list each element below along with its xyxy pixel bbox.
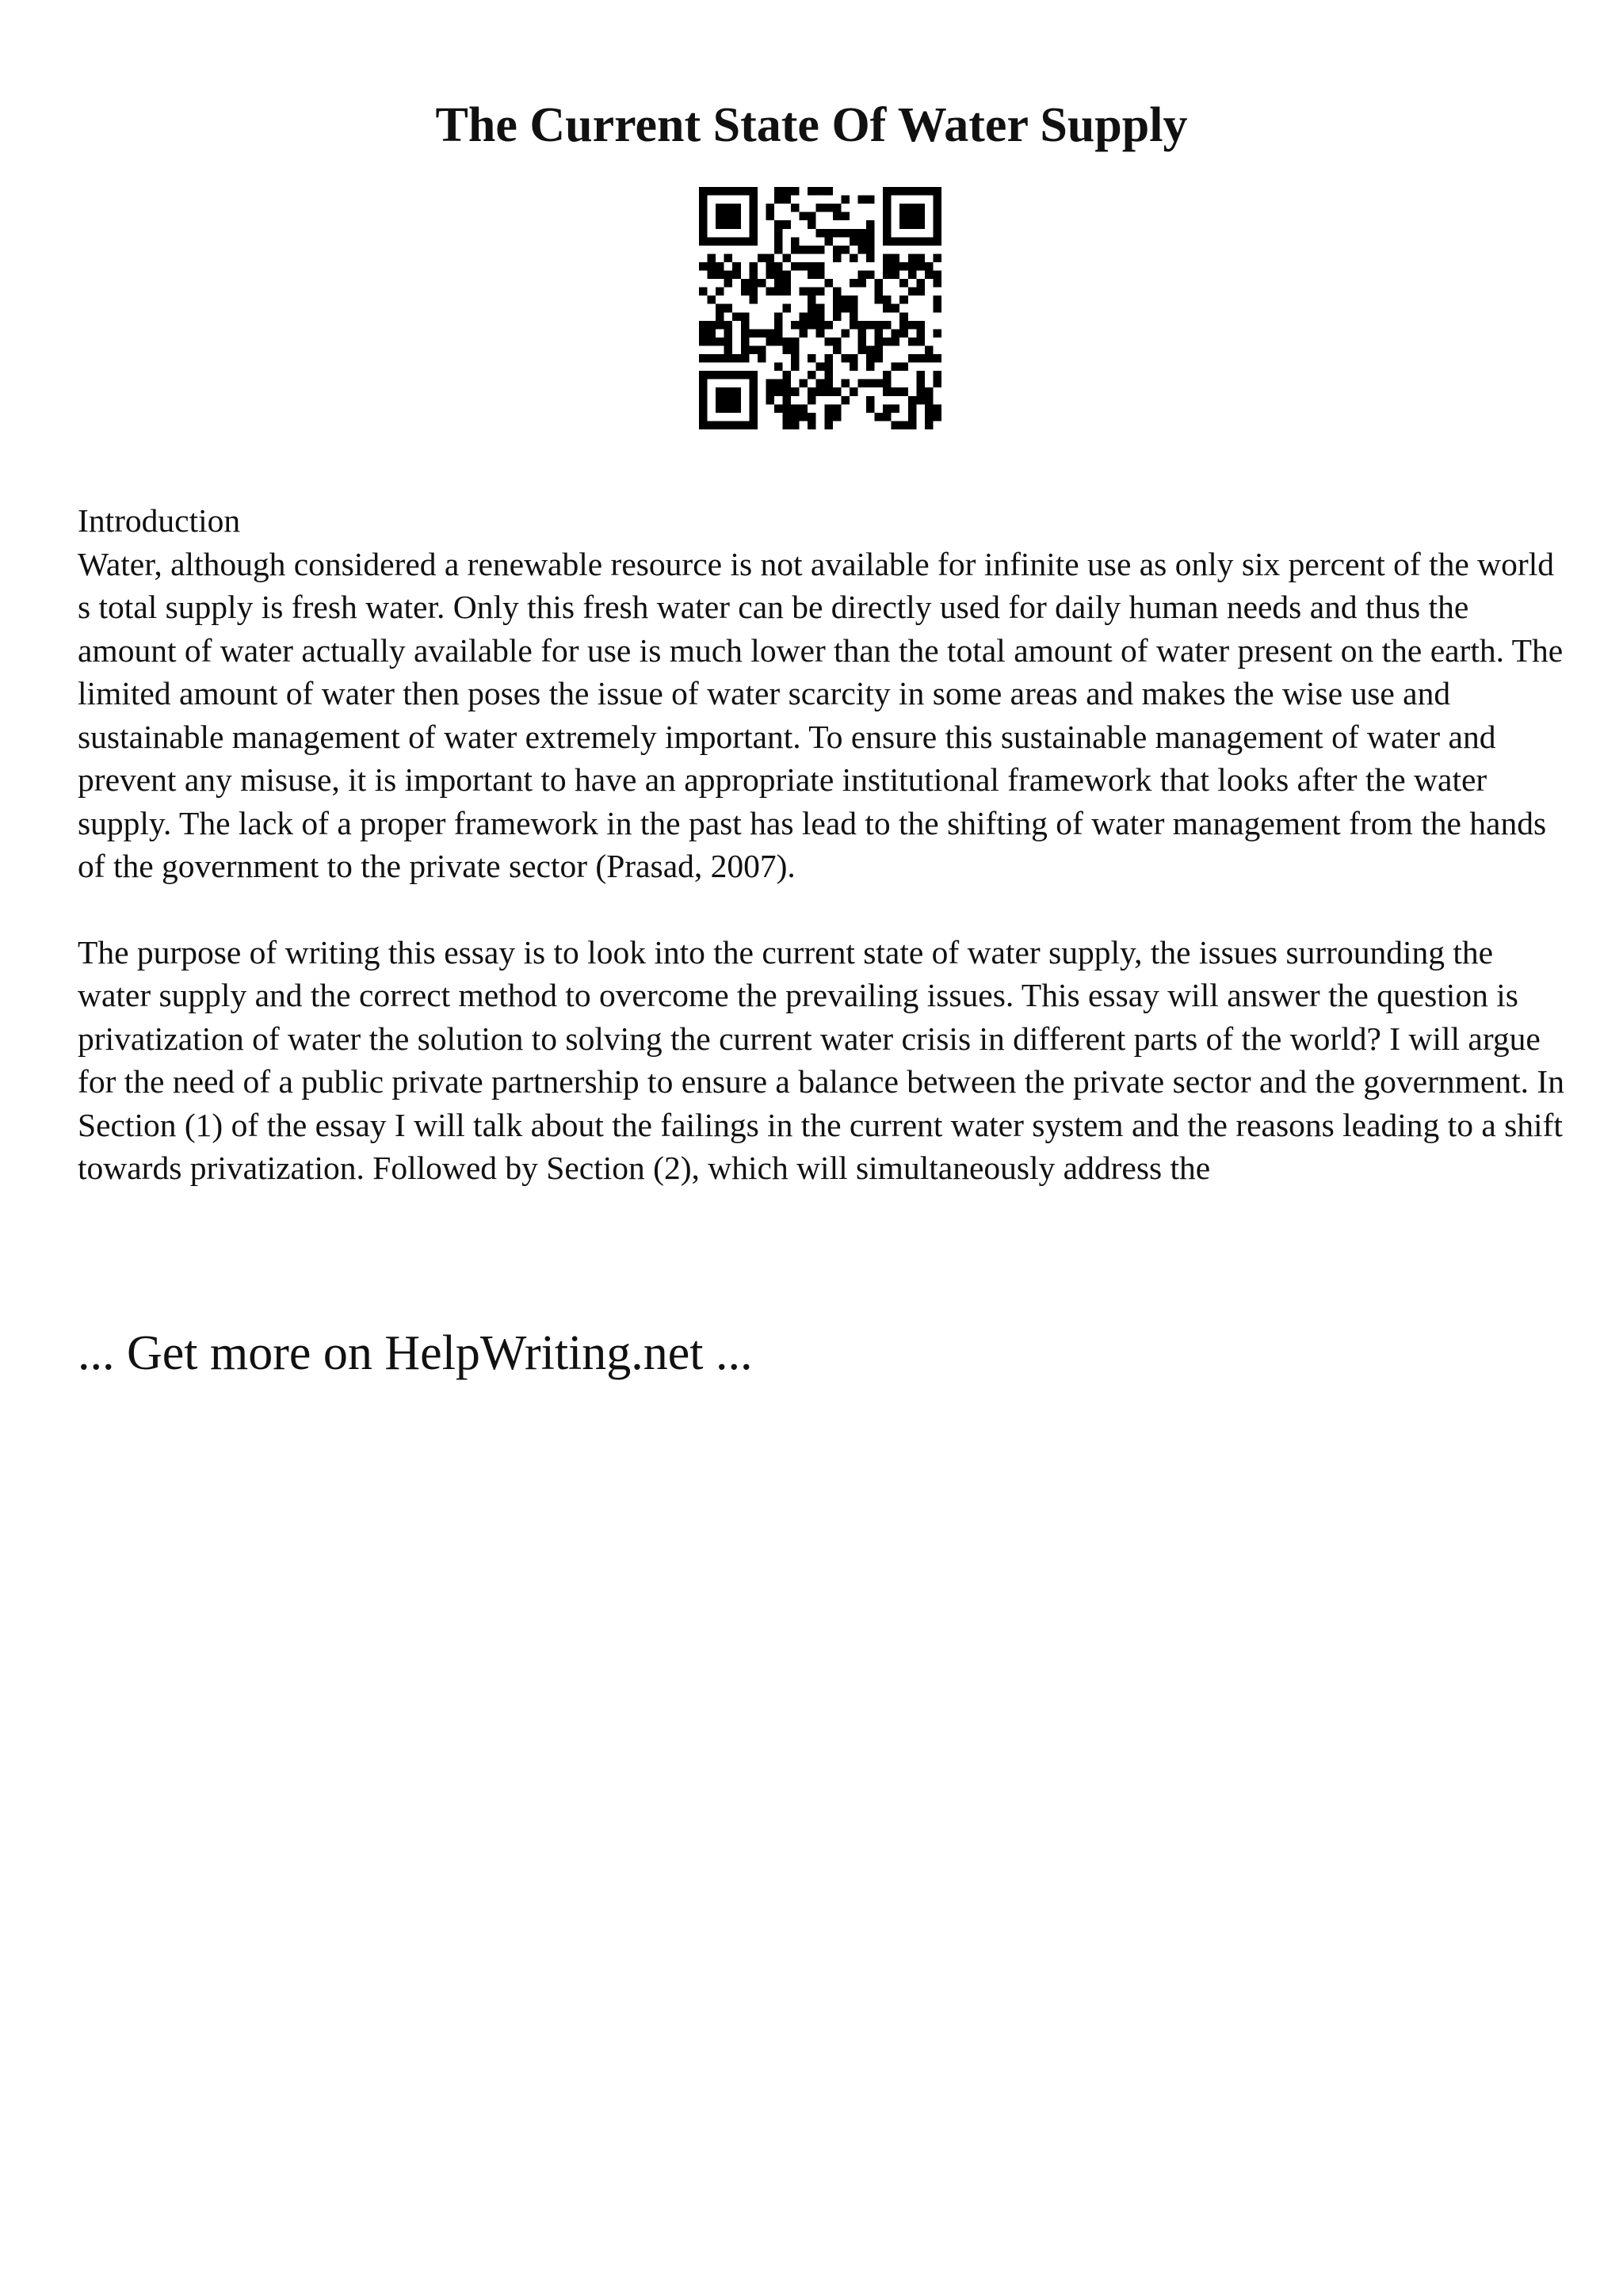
page-title: The Current State Of Water Supply [435,98,1188,152]
paragraph-1: Water, although considered a renewable resource is not available for infinite use as only six percent of the world s total supply is fresh water. Only this fresh water can be directly used for daily human needs and thus the amount of water actually available for use is much lower than the total amount of water present on the earth. The limited amount of water then poses the issue of water scarcity in some areas and makes the wise use and sustainable management of water extremely important. To ensure this sustainable management of water and prevent any misuse, it is important to have an appropriate institutional framework that looks after the water supply. The lack of a proper framework in the past has lead to the shifting of water management from the hands of the government to the private sector (Prasad, 2007). [78,545,1564,884]
qr-code-icon [699,187,941,429]
get-more-link[interactable]: ... Get more on HelpWriting.net ... [78,1326,753,1380]
section-heading: Introduction [78,502,241,539]
paragraph-gap [78,888,1568,931]
paragraph-2: The purpose of writing this essay is to look into the current state of water supply, the issues surrounding the water supply and the correct method to overcome the prevailing issues. This essay will answer the question is privatization of water the solution to solving the current water crisis in different parts of the world? I will argue for the need of a public private partnership to ensure a balance between the private sector and the government. In Section (1) of the essay I will talk about the failings in the current water system and the reasons leading to a shift towards privatization. Followed by Section (2), which will simultaneously address the [78,933,1564,1186]
document-body [78,499,1568,1190]
